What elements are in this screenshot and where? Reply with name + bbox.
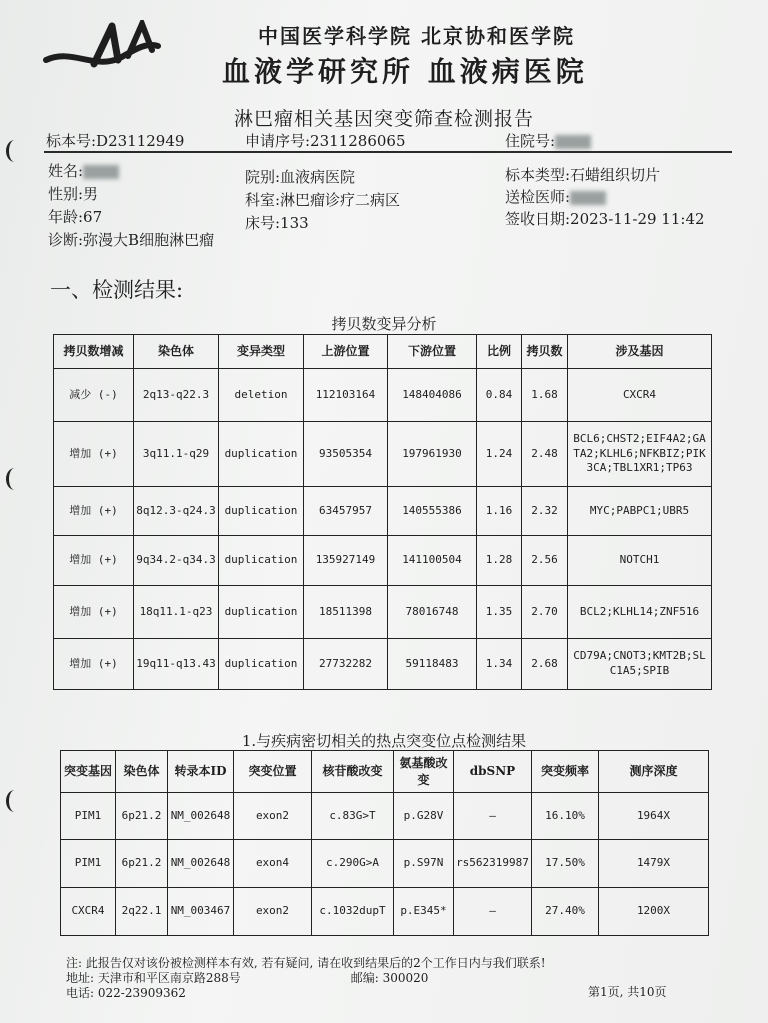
admission-number: 住院号: — [505, 130, 591, 151]
bed-number: 床号:133 — [245, 214, 309, 232]
cnv-table-cell: MYC;PABPC1;UBR5 — [568, 487, 712, 536]
cnv-table-row — [54, 639, 712, 690]
cnv-table-cell: 1.28 — [477, 536, 522, 586]
redacted-admission-number — [555, 135, 591, 149]
binder-hole — [6, 468, 23, 490]
footer-address-line — [66, 971, 546, 986]
cnv-table-cell: 93505354 — [304, 422, 388, 487]
binder-hole — [6, 790, 23, 812]
hotspot-header-cell: 核苷酸改变 — [312, 751, 394, 793]
institution-line2: 血液学研究所 血液病医院 — [222, 55, 588, 88]
cnv-table-cell: NOTCH1 — [568, 536, 712, 586]
hotspot-table-cell: 6p21.2 — [116, 793, 168, 840]
cnv-table-cell: 增加 (+) — [54, 422, 134, 487]
cnv-table-row — [54, 422, 712, 487]
cnv-header-cell: 上游位置 — [304, 335, 388, 369]
cnv-table-cell: 18q11.1-q23 — [134, 586, 219, 639]
hotspot-table-row — [61, 888, 709, 936]
hotspot-table-cell: exon2 — [234, 888, 312, 936]
hotspot-table-cell: 17.50% — [532, 840, 599, 888]
department: 科室:淋巴瘤诊疗二病区 — [245, 191, 401, 209]
hotspot-table — [60, 750, 709, 936]
hotspot-table-cell: NM_002648 — [168, 793, 234, 840]
cnv-header-cell: 拷贝数增减 — [54, 335, 134, 369]
section-title: 一、检测结果: — [50, 278, 184, 302]
footer-phone: 电话: 022-23909362 — [66, 986, 186, 1000]
cnv-table-cell: 197961930 — [388, 422, 477, 487]
cnv-table-cell: 8q12.3-q24.3 — [134, 487, 219, 536]
hotspot-header-cell: 突变频率 — [532, 751, 599, 793]
cnv-table-cell: duplication — [219, 639, 304, 690]
cnv-header-cell: 比例 — [477, 335, 522, 369]
hotspot-table-cell: 2q22.1 — [116, 888, 168, 936]
hotspot-table-cell: exon4 — [234, 840, 312, 888]
cnv-table-cell: 2.70 — [522, 586, 568, 639]
hotspot-table-cell: c.1032dupT — [312, 888, 394, 936]
cnv-table-cell: 1.24 — [477, 422, 522, 487]
cnv-table-row — [54, 487, 712, 536]
hotspot-table-cell: p.G28V — [394, 793, 454, 840]
redacted-patient-name — [83, 165, 119, 179]
cnv-table-cell: 140555386 — [388, 487, 477, 536]
cnv-table-row — [54, 536, 712, 586]
hotspot-table-cell: 16.10% — [532, 793, 599, 840]
sample-number: 标本号:D23112949 — [46, 132, 185, 150]
cnv-table-cell: 2.56 — [522, 536, 568, 586]
cnv-table-cell: duplication — [219, 487, 304, 536]
cnv-table-cell: 18511398 — [304, 586, 388, 639]
hotspot-table-cell: 1479X — [599, 840, 709, 888]
cnv-table-row — [54, 369, 712, 422]
hotspot-table-cell: c.290G>A — [312, 840, 394, 888]
cnv-table-cell: 2.68 — [522, 639, 568, 690]
hotspot-header-cell: 突变位置 — [234, 751, 312, 793]
cnv-table-cell: 增加 (+) — [54, 536, 134, 586]
binder-hole — [6, 140, 23, 162]
cnv-table-cell: 1.68 — [522, 369, 568, 422]
cnv-table-row — [54, 586, 712, 639]
hotspot-table-cell: 1200X — [599, 888, 709, 936]
cnv-table-cell: CXCR4 — [568, 369, 712, 422]
cnv-table-cell: CD79A;CNOT3;KMT2B;SLC1A5;SPIB — [568, 639, 712, 690]
hotspot-table-cell: NM_003467 — [168, 888, 234, 936]
cnv-header-cell: 染色体 — [134, 335, 219, 369]
page-number: 第1页, 共10页 — [588, 985, 667, 999]
request-number: 申请序号:2311286065 — [245, 132, 406, 150]
cnv-table-cell: 1.34 — [477, 639, 522, 690]
patient-name: 姓名: — [48, 160, 119, 181]
cnv-caption: 拷贝数变异分析 — [331, 315, 437, 333]
cnv-table-cell: 增加 (+) — [54, 586, 134, 639]
hotspot-table-cell: — — [454, 888, 532, 936]
hospital-logo — [42, 20, 162, 78]
patient-diagnosis: 诊断:弥漫大B细胞淋巴瘤 — [48, 231, 215, 249]
cnv-table-cell: BCL6;CHST2;EIF4A2;GATA2;KLHL6;NFKBIZ;PIK3CA;TBL1XR1;TP63 — [568, 422, 712, 487]
cnv-table-cell: BCL2;KLHL14;ZNF516 — [568, 586, 712, 639]
hotspot-table-cell: p.S97N — [394, 840, 454, 888]
hotspot-table-cell: PIM1 — [61, 840, 116, 888]
hotspot-table-cell: PIM1 — [61, 793, 116, 840]
cnv-table-cell: 19q11-q13.43 — [134, 639, 219, 690]
cnv-table-cell: 2.48 — [522, 422, 568, 487]
cnv-table-cell: 63457957 — [304, 487, 388, 536]
cnv-table-cell: 3q11.1-q29 — [134, 422, 219, 487]
redacted-doctor-name — [570, 191, 606, 205]
hotspot-table-cell: 1964X — [599, 793, 709, 840]
hotspot-table-cell: c.83G>T — [312, 793, 394, 840]
cnv-table-cell: duplication — [219, 536, 304, 586]
cnv-header-cell: 变异类型 — [219, 335, 304, 369]
hotspot-header-cell: 染色体 — [116, 751, 168, 793]
hotspot-header-cell: 转录本ID — [168, 751, 234, 793]
cnv-table-cell: 9q34.2-q34.3 — [134, 536, 219, 586]
cnv-table-cell: duplication — [219, 586, 304, 639]
cnv-table-cell: deletion — [219, 369, 304, 422]
hotspot-table-cell: exon2 — [234, 793, 312, 840]
receive-date: 签收日期:2023-11-29 11:42 — [505, 210, 705, 228]
hotspot-table-row — [61, 793, 709, 840]
cnv-table-cell: 148404086 — [388, 369, 477, 422]
cnv-table-cell: 0.84 — [477, 369, 522, 422]
footer-note: 注: 此报告仅对该份被检测样本有效, 若有疑问, 请在收到结果后的2个工作日内与我们联系! — [66, 956, 546, 970]
cnv-table-cell: 增加 (+) — [54, 487, 134, 536]
cnv-header-cell: 下游位置 — [388, 335, 477, 369]
cnv-table-cell: 135927149 — [304, 536, 388, 586]
patient-age: 年龄:67 — [48, 208, 103, 226]
cnv-table-cell: 减少 (-) — [54, 369, 134, 422]
hotspot-table-cell: 27.40% — [532, 888, 599, 936]
referring-doctor: 送检医师: — [505, 186, 606, 207]
cnv-table-cell: 1.35 — [477, 586, 522, 639]
cnv-table-cell: 2q13-q22.3 — [134, 369, 219, 422]
hotspot-header-cell: 测序深度 — [599, 751, 709, 793]
hotspot-header-cell: 突变基因 — [61, 751, 116, 793]
cnv-table-cell: 2.32 — [522, 487, 568, 536]
hotspot-caption: 1.与疾病密切相关的热点突变位点检测结果 — [241, 732, 527, 750]
cnv-header-cell: 涉及基因 — [568, 335, 712, 369]
footer-postcode: 邮编: 300020 — [350, 971, 429, 985]
cnv-table-cell: 141100504 — [388, 536, 477, 586]
hotspot-header-cell: 氨基酸改变 — [394, 751, 454, 793]
hotspot-table-cell: 6p21.2 — [116, 840, 168, 888]
hotspot-header-cell: dbSNP — [454, 751, 532, 793]
hotspot-table-row — [61, 840, 709, 888]
cnv-table-cell: 增加 (+) — [54, 639, 134, 690]
cnv-table-cell: duplication — [219, 422, 304, 487]
sample-type: 标本类型:石蜡组织切片 — [505, 166, 661, 184]
hotspot-table-cell: CXCR4 — [61, 888, 116, 936]
hospital-branch: 院别:血液病医院 — [245, 168, 356, 186]
institution-line1: 中国医学科学院 北京协和医学院 — [258, 24, 575, 48]
cnv-table-cell: 1.16 — [477, 487, 522, 536]
footer-address: 地址: 天津市和平区南京路288号 — [66, 971, 241, 985]
hotspot-table-cell: — — [454, 793, 532, 840]
cnv-table-cell: 27732282 — [304, 639, 388, 690]
hotspot-table-cell: NM_002648 — [168, 840, 234, 888]
footer-notes — [66, 956, 546, 1001]
header-divider — [44, 151, 732, 153]
patient-sex: 性别:男 — [48, 185, 99, 203]
cnv-table — [53, 334, 712, 690]
cnv-table-cell: 112103164 — [304, 369, 388, 422]
hotspot-table-cell: rs562319987 — [454, 840, 532, 888]
cnv-header-cell: 拷贝数 — [522, 335, 568, 369]
report-title: 淋巴瘤相关基因突变筛查检测报告 — [233, 108, 534, 130]
hotspot-table-cell: p.E345* — [394, 888, 454, 936]
cnv-table-cell: 59118483 — [388, 639, 477, 690]
cnv-table-cell: 78016748 — [388, 586, 477, 639]
